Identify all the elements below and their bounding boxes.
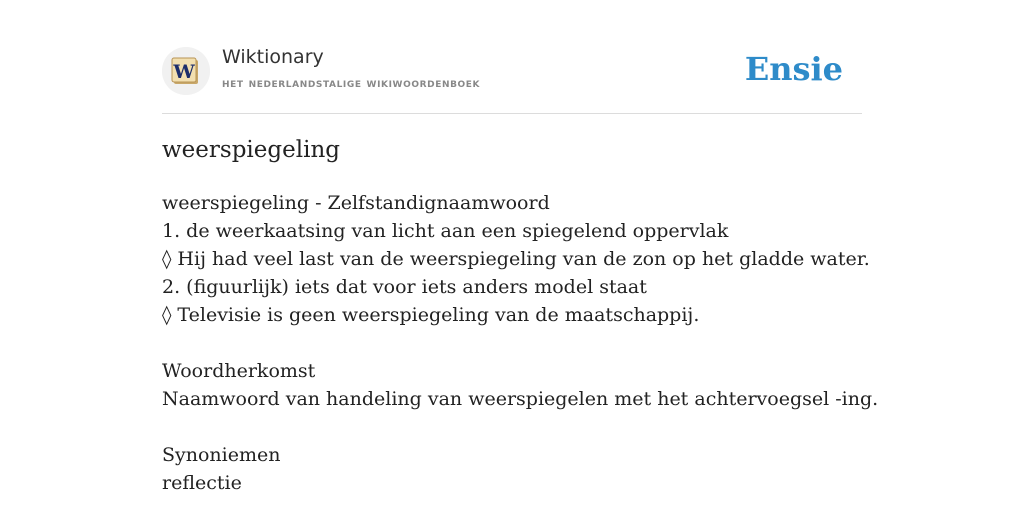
entry-content — [162, 189, 879, 497]
synonym-item[interactable]: reflectie — [162, 472, 242, 494]
synonyms-heading: Synoniemen — [162, 444, 281, 466]
example-2: ◊ Televisie is geen weerspiegeling van de maatschappij. — [162, 304, 700, 326]
svg-text:W: W — [173, 61, 195, 83]
spacer — [162, 413, 862, 441]
spacer — [162, 329, 862, 357]
wiktionary-w-tile-icon — [162, 47, 210, 95]
definition-2: 2. (figuurlijk) iets dat voor iets anders model staat — [162, 276, 647, 298]
etymology-text: Naamwoord van handeling van weerspiegelen met het achtervoegsel -ing. — [162, 388, 879, 410]
example-1: ◊ Hij had veel last van de weerspiegeling van de zon op het gladde water. — [162, 248, 870, 270]
page-container — [162, 0, 879, 494]
site-name[interactable]: Wiktionary — [222, 46, 324, 68]
entry-headline: weerspiegeling - Zelfstandignaamwoord — [162, 192, 550, 214]
brand-logo[interactable]: Ensie — [744, 50, 843, 88]
header — [162, 0, 862, 114]
site-tagline: het nederlandstalige wikiwoordenboek — [222, 75, 481, 90]
definition-1: 1. de weerkaatsing van licht aan een spiegelend oppervlak — [162, 220, 729, 242]
etymology-heading: Woordherkomst — [162, 360, 316, 382]
site-logo[interactable] — [162, 47, 210, 95]
page-title: weerspiegeling — [162, 137, 340, 163]
